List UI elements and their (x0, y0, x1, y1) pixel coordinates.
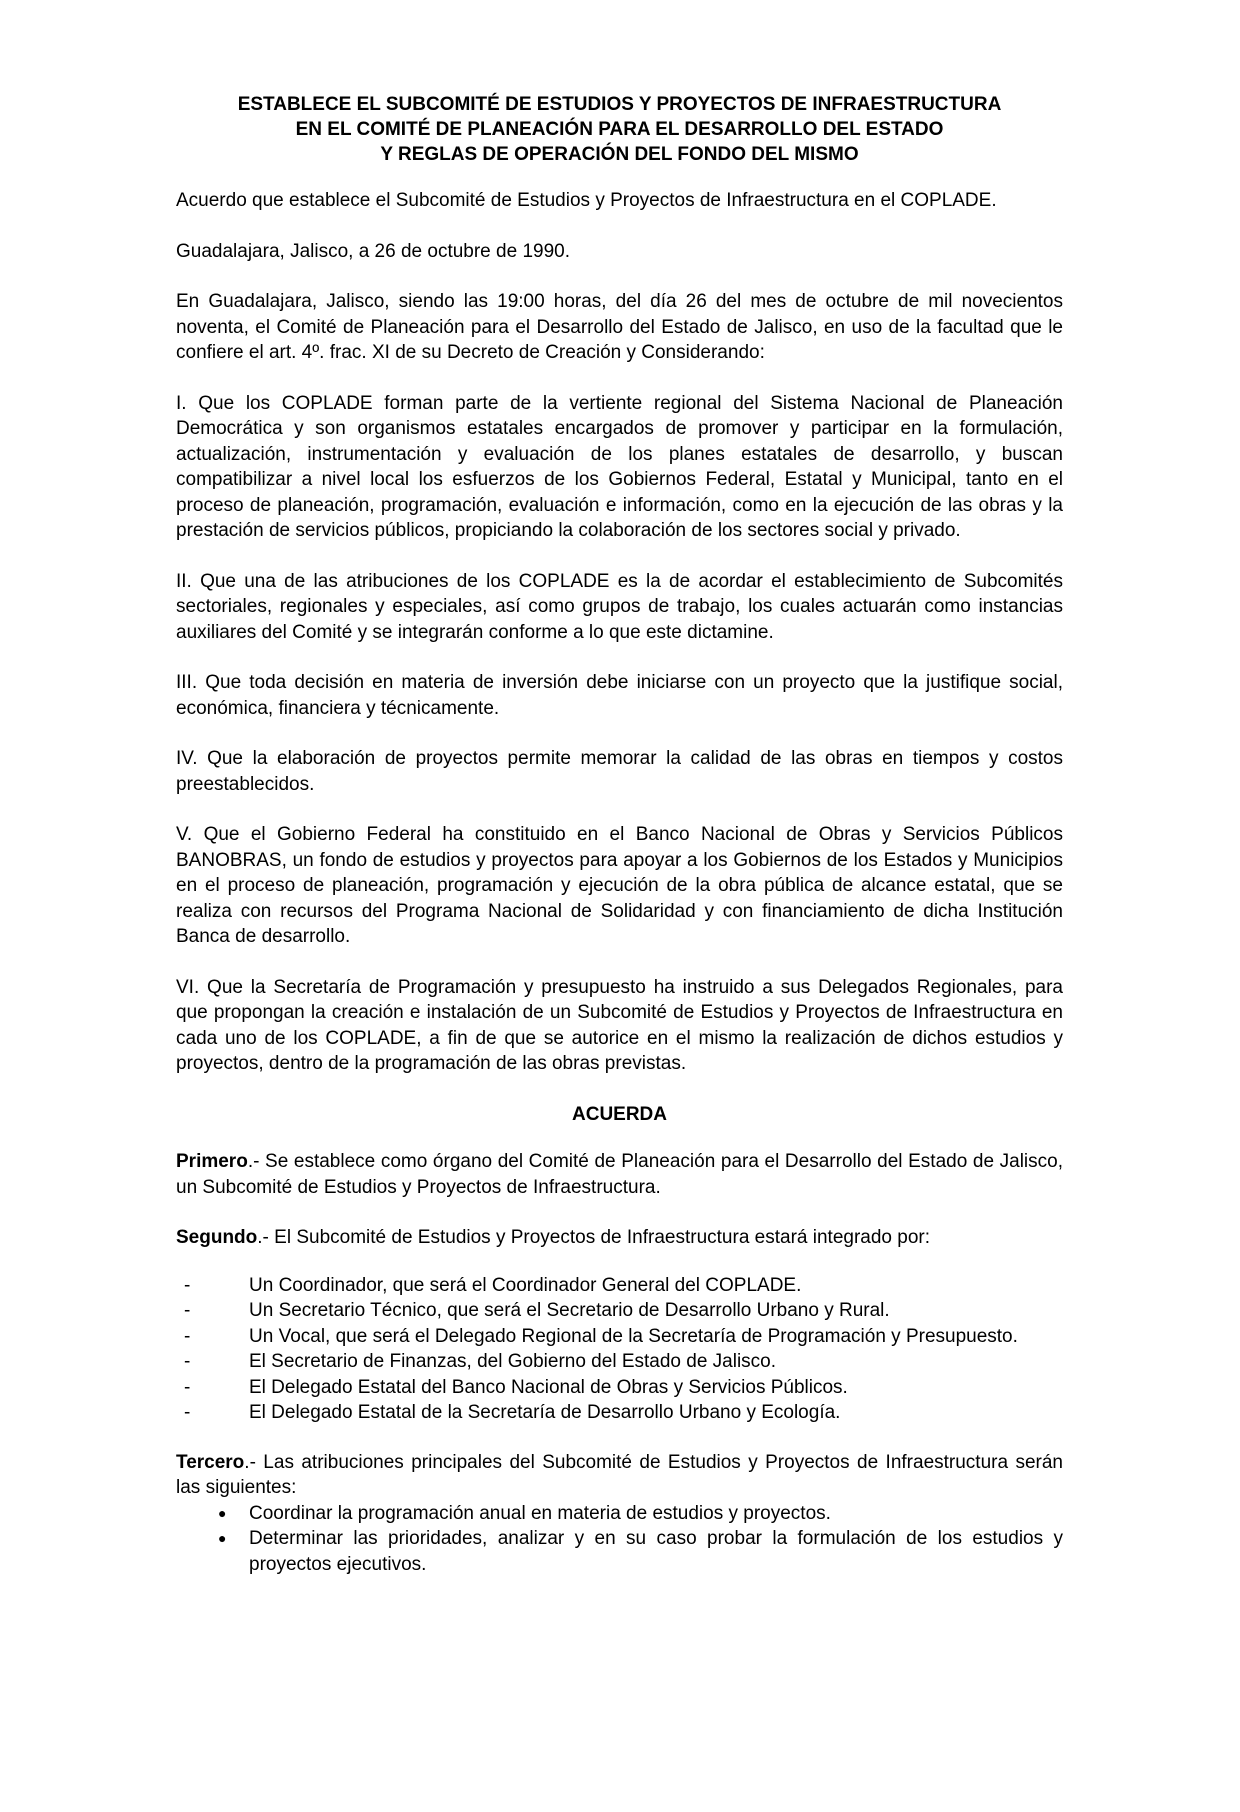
list-item (176, 1375, 1063, 1401)
considerando-3: III. Que toda decisión en materia de inversión debe iniciarse con un proyecto que la justifique social, económica, financiera y técnicamente. (176, 672, 1063, 719)
tercero-lead: Tercero (176, 1451, 245, 1473)
title-line-1: ESTABLECE EL SUBCOMITÉ DE ESTUDIOS Y PROYECTOS DE INFRAESTRUCTURA (237, 94, 1002, 115)
list-item (176, 1526, 1063, 1577)
member-list (176, 1273, 1063, 1426)
intro-paragraph: Acuerdo que establece el Subcomité de Estudios y Proyectos de Infraestructura en el COPLADE. (176, 190, 997, 211)
list-item (176, 1349, 1063, 1375)
considerando-5: V. Que el Gobierno Federal ha constituido en el Banco Nacional de Obras y Servicios Públicos BANOBRAS, un fondo de estudios y proyectos para apoyar a los Gobiernos de los Estados y Municipios en el proceso de planeación, programación y ejecución de la obra pública de alcance estatal, que se realiza con recursos del Programa Nacional de Solidaridad y con financiamiento de dicha Institución Banca de desarrollo. (176, 824, 1063, 947)
primero-lead: Primero (176, 1151, 248, 1172)
list-item (176, 1298, 1063, 1324)
dash-marker: - (184, 1274, 191, 1296)
article-primero (176, 1149, 1063, 1200)
member-text: Un Vocal, que será el Delegado Regional de la Secretaría de Programación y Presupuesto. (249, 1325, 1018, 1347)
considerando-6: VI. Que la Secretaría de Programación y presupuesto ha instruido a sus Delegados Regionales, para que propongan la creación e instalación de un Subcomité de Estudios y Proyectos de Infraestructura en cada uno de los COPLADE, a fin de que se autorice en el mismo la realización de dichos estudios y proyectos, dentro de la programación de las obras previstas. (176, 976, 1063, 1074)
member-text: El Secretario de Finanzas, del Gobierno del Estado de Jalisco. (249, 1351, 777, 1372)
bullet-icon: ● (218, 1530, 227, 1546)
member-text: Un Coordinador, que será el Coordinador General del COPLADE. (249, 1274, 802, 1296)
acuerda-heading: ACUERDA (572, 1103, 667, 1125)
dash-marker: - (184, 1325, 191, 1347)
considerando-1: I. Que los COPLADE forman parte de la vertiente regional del Sistema Nacional de Planeación Democrática y son organismos estatales encargados de promover y participar en la formulación, actualización, instrumentación y evaluación de los planes estatales de desarrollo, y buscan compatibilizar a nivel local los esfuerzos de los Gobiernos Federal, Estatal y Municipal, tanto en el proceso de planeación, programación, evaluación e información, como en la ejecución de las obras y la prestación de servicios públicos, propiciando la colaboración de los sectores social y privado. (176, 392, 1063, 541)
dash-marker: - (184, 1376, 191, 1398)
primero-text: .- Se establece como órgano del Comité de Planeación para el Desarrollo del Estado de Jalisco, un Subcomité de Estudios y Proyectos de Infraestructura. (176, 1151, 1063, 1198)
article-segundo (176, 1225, 1063, 1251)
attribution-text: Determinar las prioridades, analizar y en su caso probar la formulación de los estudios y proyectos ejecutivos. (249, 1528, 1063, 1575)
member-text: El Delegado Estatal de la Secretaría de Desarrollo Urbano y Ecología. (249, 1402, 841, 1423)
segundo-text: .- El Subcomité de Estudios y Proyectos de Infraestructura estará integrado por: (257, 1227, 931, 1248)
member-text: El Delegado Estatal del Banco Nacional de Obras y Servicios Públicos. (249, 1376, 848, 1398)
attribution-text: Coordinar la programación anual en materia de estudios y proyectos. (249, 1502, 831, 1524)
list-item (176, 1273, 1063, 1299)
list-item (176, 1400, 1063, 1426)
considerando-2: II. Que una de las atribuciones de los COPLADE es la de acordar el establecimiento de Subcomités sectoriales, regionales y especiales, así como grupos de trabajo, los cuales actuarán como instancias auxiliares del Comité y se integrarán conforme a lo que este dictamine. (176, 570, 1063, 643)
dash-marker: - (184, 1402, 191, 1423)
member-text: Un Secretario Técnico, que será el Secretario de Desarrollo Urbano y Rural. (249, 1300, 890, 1321)
list-item (176, 1324, 1063, 1350)
tercero-text: .- Las atribuciones principales del Subcomité de Estudios y Proyectos de Infraestructura serán las siguientes: (176, 1451, 1063, 1498)
dash-marker: - (184, 1300, 191, 1321)
document-page (176, 92, 1063, 1577)
considerando-4: IV. Que la elaboración de proyectos permite memorar la calidad de las obras en tiempos y costos preestablecidos. (176, 748, 1063, 795)
dash-marker: - (184, 1351, 191, 1372)
preamble-paragraph: En Guadalajara, Jalisco, siendo las 19:00 horas, del día 26 del mes de octubre de mil novecientos noventa, el Comité de Planeación para el Desarrollo del Estado de Jalisco, en uso de la facultad que le confiere el art. 4º. frac. XI de su Decreto de Creación y Considerando: (176, 291, 1063, 363)
list-item (176, 1501, 1063, 1527)
title-line-3: Y REGLAS DE OPERACIÓN DEL FONDO DEL MISMO (380, 144, 859, 165)
segundo-lead: Segundo (176, 1227, 258, 1248)
attributions-list (176, 1501, 1063, 1578)
article-tercero (176, 1450, 1063, 1501)
document-title (176, 92, 1063, 167)
place-date: Guadalajara, Jalisco, a 26 de octubre de 1990. (176, 240, 570, 262)
title-line-2: EN EL COMITÉ DE PLANEACIÓN PARA EL DESARROLLO DEL ESTADO (295, 119, 944, 140)
bullet-icon: ● (218, 1504, 227, 1521)
